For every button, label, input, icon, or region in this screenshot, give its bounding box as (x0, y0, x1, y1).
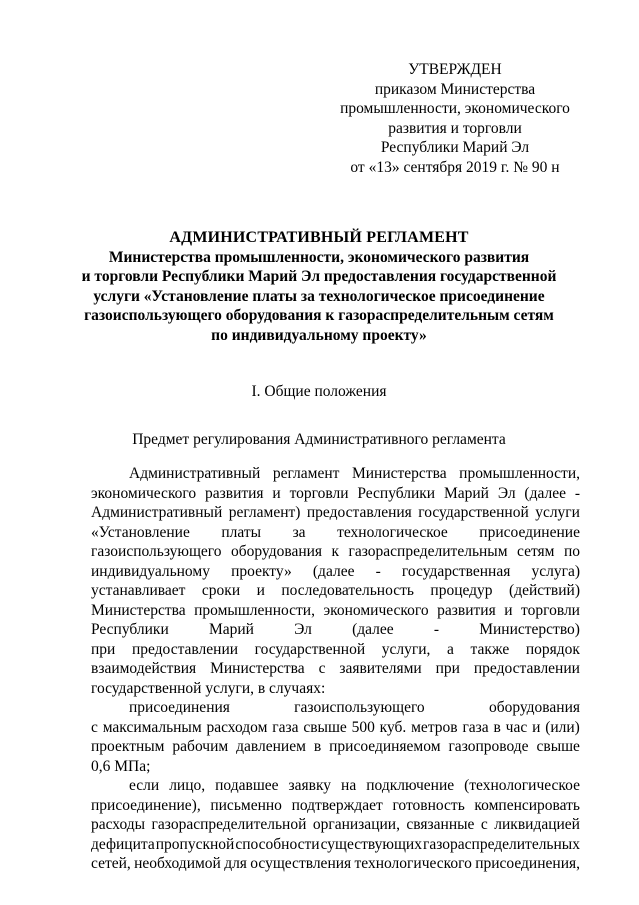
body-word: индивидуальному (91, 562, 210, 580)
body-word: проекту» (231, 562, 292, 580)
body-word: для (224, 855, 247, 872)
body-word: компенсировать (474, 796, 580, 814)
body-word: присоединение), (91, 796, 201, 814)
body-line (91, 523, 580, 543)
approval-line: от «13» сентября 2019 г. № 90 н (350, 158, 560, 176)
body-line: 0,6 МПа; (91, 757, 151, 775)
body-word: подавшее (215, 777, 279, 794)
body-word: газоиспользующего (294, 699, 425, 716)
body-word: а (446, 640, 454, 658)
title-line: газоиспользующего оборудования к газораспределительным сетям (84, 307, 554, 324)
body-word: присоединения (129, 699, 230, 716)
body-word: подключение (366, 777, 455, 794)
body-line (91, 562, 580, 582)
title-line: и торговли Республики Марий Эл предоставления государственной (81, 268, 557, 285)
body-word: Министерства (210, 660, 305, 677)
body-word: Министерство) (479, 621, 580, 638)
body-word: оборудования (488, 699, 580, 716)
body-word: регламент) (228, 504, 301, 521)
body-word: (далее (524, 484, 566, 502)
approval-line: приказом Министерства (374, 80, 536, 98)
section-heading: I. Общие положения (251, 383, 387, 400)
body-word: с (480, 816, 488, 833)
body-word: давлением (236, 738, 306, 755)
body-word: также (470, 640, 510, 658)
body-word: взаимодействия (91, 660, 197, 677)
body-word: Министерства (351, 465, 447, 482)
body-word: (далее (312, 562, 355, 580)
body-word: государственной (418, 504, 529, 521)
body-word: Эл (294, 621, 312, 638)
body-word: присоединения, (475, 855, 580, 872)
body-word: за (292, 523, 306, 541)
document-title (60, 228, 578, 345)
body-line (91, 581, 580, 601)
body-word: экономического (323, 601, 429, 619)
body-word: экономического (91, 484, 197, 502)
approval-line: промышленности, экономического (340, 100, 570, 117)
subsection-heading: Предмет регулирования Административного регламента (132, 431, 506, 448)
body-line (91, 835, 580, 855)
title-line: по индивидуальному проекту» (211, 326, 427, 344)
body-word: с (91, 718, 98, 736)
body-line (91, 542, 580, 562)
body-word: свыше (536, 738, 580, 755)
body-word: способности (235, 835, 320, 853)
body-text (91, 464, 580, 874)
body-word: Марий (443, 484, 489, 502)
body-word: (далее (352, 621, 394, 638)
body-word: сетям (517, 543, 555, 560)
body-word: при (91, 640, 116, 658)
body-word: на (341, 777, 357, 794)
body-word: Административный (91, 504, 223, 521)
body-word: к (331, 543, 340, 560)
body-word: готовность (392, 796, 465, 814)
body-word: лицо, (169, 777, 206, 794)
body-word: по (563, 543, 580, 560)
body-word: торговли (289, 484, 349, 502)
body-word: присоединение (479, 523, 580, 541)
body-word: заявителями (339, 660, 422, 677)
body-word: газа (462, 718, 489, 736)
body-word: развития (205, 484, 264, 502)
body-word: максимальным (102, 718, 202, 736)
body-word: дефицита (91, 835, 155, 853)
approval-line: УТВЕРЖДЕН (408, 61, 502, 78)
body-word: и (532, 718, 541, 736)
body-line (91, 484, 580, 504)
body-word: рабочим (172, 738, 229, 755)
approval-line: Республики Марий Эл (380, 139, 530, 156)
body-line (91, 854, 580, 874)
body-word: газопроводе (448, 738, 529, 755)
body-word: регламент (272, 465, 340, 482)
title-line: услуги «Установление платы за технологическое присоединение (93, 287, 545, 305)
body-word: 500 (351, 718, 375, 736)
body-word: письменно (210, 796, 282, 814)
body-word: организации, (312, 816, 400, 833)
body-word: час (505, 718, 528, 736)
body-word: устанавливает (91, 582, 186, 599)
body-word: оборудования (230, 543, 323, 560)
body-line (91, 503, 580, 523)
body-line: государственной услуги, в случаях: (91, 679, 326, 697)
approval-line: развития и торговли (388, 119, 522, 137)
body-line (91, 659, 580, 679)
body-line (91, 796, 580, 816)
body-word: связанные (406, 816, 475, 833)
body-word: услуги, (381, 640, 431, 658)
body-word: подтверждает (291, 796, 383, 814)
body-word: газораспределительным (348, 543, 508, 560)
body-word: государственной (254, 640, 366, 658)
body-line (91, 737, 580, 757)
body-line (91, 776, 580, 796)
body-word: газоиспользующего (91, 543, 222, 560)
body-word: (технологическое (464, 777, 580, 794)
body-word: промышленности, (459, 465, 580, 482)
body-word: и (256, 582, 265, 599)
body-word: газораспределительной (151, 816, 307, 833)
body-word: - (574, 484, 580, 502)
body-word: (действий) (509, 582, 580, 599)
approval-block (330, 60, 580, 177)
body-word: при (435, 660, 460, 677)
body-word: с (318, 660, 326, 677)
body-word: (или) (545, 718, 580, 736)
body-word: ликвидацией (494, 816, 580, 833)
body-word: метров (411, 718, 458, 736)
body-word: газа (272, 718, 299, 736)
body-word: в (493, 718, 501, 736)
body-line (91, 698, 580, 718)
body-word: развития (437, 601, 496, 619)
body-word: проектным (91, 738, 165, 755)
body-word: если (129, 777, 160, 794)
body-word: процедур (430, 582, 493, 599)
body-line (91, 815, 580, 835)
body-word: необходимой (134, 855, 221, 872)
body-word: предоставлении (131, 640, 239, 658)
body-word: Эл (497, 484, 516, 502)
body-word: расходом (206, 718, 268, 736)
body-word: услуга) (531, 562, 580, 580)
body-word: куб. (379, 718, 407, 736)
body-word: и (504, 601, 513, 619)
body-word: осуществления (250, 855, 352, 872)
body-word: существующих (320, 835, 422, 853)
body-word: сроки (201, 582, 241, 599)
body-word: пропускной (155, 835, 235, 853)
body-word: предоставления (306, 504, 412, 521)
body-word: услуги (535, 504, 580, 521)
body-word: расходы (91, 816, 146, 833)
body-word: свыше (303, 718, 347, 736)
body-word: платы (221, 523, 262, 541)
body-word: заявку (288, 777, 332, 794)
body-word: промышленности, (194, 601, 315, 619)
title-line: Министерства промышленности, экономического развития (108, 248, 530, 266)
body-line (91, 620, 580, 640)
body-word: торговли (521, 601, 580, 619)
body-word: технологического (354, 855, 472, 872)
body-word: - (433, 621, 440, 638)
body-line (91, 718, 580, 738)
body-word: Министерства (91, 601, 186, 619)
body-word: - (375, 562, 381, 580)
body-word: государственная (401, 562, 511, 580)
body-word: в (313, 738, 322, 755)
body-word: Республики (357, 484, 436, 502)
body-word: Административный (129, 465, 261, 482)
body-line (91, 601, 580, 621)
body-line (91, 640, 580, 660)
body-word: последовательность (281, 582, 414, 599)
body-word: присоединяемом (329, 738, 441, 755)
document-main-title: АДМИНИСТРАТИВНЫЙ РЕГЛАМЕНТ (169, 229, 469, 246)
body-word: Республики (91, 621, 169, 638)
body-word: технологическое (337, 523, 448, 541)
body-word: газораспределительных (423, 835, 580, 853)
body-word: порядок (525, 640, 580, 658)
body-line (91, 464, 580, 484)
body-word: сетей, (91, 855, 131, 872)
body-word: Марий (208, 621, 254, 638)
body-word: «Установление (91, 523, 190, 541)
body-word: предоставлении (473, 660, 580, 677)
body-word: и (272, 484, 281, 502)
